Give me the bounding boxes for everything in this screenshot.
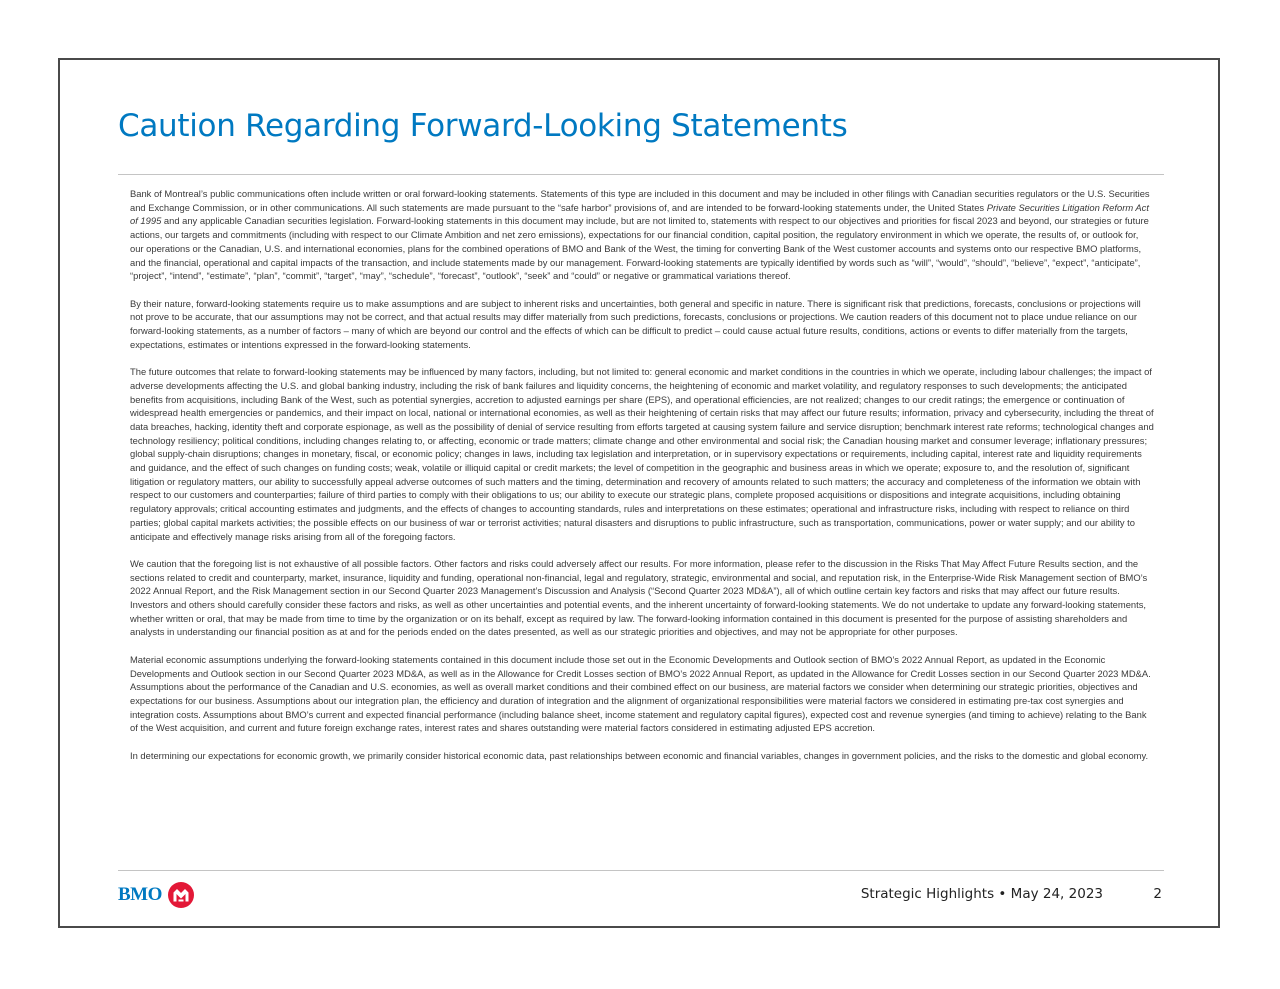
bmo-logo <box>118 880 194 910</box>
paragraph-economic-assumptions: Material economic assumptions underlying the forward-looking statements contained in this document include those set out in the Economic Developments and Outlook section of BMO’s 2022 Annual Report, as updated in the Economic Developments and Outlook section in our Second Quarter 2023 MD&A, as well as in the Allowance for Credit Losses section of BMO’s 2022 Annual Report, as updated in the Allowance for Credit Losses section in our Second Quarter 2023 MD&A. Assumptions about the performance of the Canadian and U.S. economies, as well as overall market conditions and their combined effect on our business, are material factors we consider when determining our strategic priorities, objectives and expectations for our business. Assumptions about our integration plan, the efficiency and duration of integration and the alignment of organizational responsibilities were material factors we considered in estimating pre-tax cost synergies and integration costs. Assumptions about BMO’s current and expected financial performance (including balance sheet, income statement and regulatory capital figures), expected cost and revenue synergies (and timing to achieve) relating to the Bank of the West acquisition, and current and future foreign exchange rates, interest rates and shares outstanding were material factors considered in estimating adjusted EPS accretion. <box>130 653 1151 734</box>
logo-wordmark: BMO <box>118 884 162 905</box>
paragraph-economic-growth: In determining our expectations for economic growth, we primarily consider historical economic data, past relationships between economic and financial variables, changes in government policies, and the risks to the domestic and global economy. <box>130 749 1149 761</box>
paragraph-caution-list: We caution that the foregoing list is not exhaustive of all possible factors. Other factors and risks could adversely affect our results. For more information, please refer to the discussion in the Risks That May Affect Future Results section, and the sections related to credit and counterparty, market, insurance, liquidity and funding, operational non-financial, legal and regulatory, strategic, environmental and social, and reputation risk, in the Enterprise-Wide Risk Management section of BMO’s 2022 Annual Report, and the Risk Management section in our Second Quarter 2023 Management’s Discussion and Analysis (“Second Quarter 2023 MD&A”), all of which outline certain key factors and risks that may affect our future results. Investors and others should carefully consider these factors and risks, as well as other uncertainties and potential events, and the inherent uncertainty of forward-looking statements. We do not undertake to update any forward-looking statements, whether written or oral, that may be made from time to time by the organization or on its behalf, except as required by law. The forward-looking information contained in this document is presented for the purpose of assisting shareholders and analysts in understanding our financial position as at and for the periods ended on the dates presented, as well as our strategic priorities and objectives, and may not be appropriate for other purposes. <box>130 557 1148 638</box>
paragraph-risk-factors: The future outcomes that relate to forward-looking statements may be influenced by many factors, including, but not limited to: general economic and market conditions in the countries in which we operate, including labour challenges; the impact of adverse developments affecting the U.S. and global banking industry, including the risk of bank failures and liquidity concerns, the heightening of economic and market volatility, and regulatory responses to such developments; the anticipated benefits from acquisitions, including Bank of the West, such as potential synergies, accretion to adjusted earnings per share (EPS), and operational efficiencies, are not realized; changes to our credit ratings; the emergence or continuation of widespread health emergencies or pandemics, and their impact on local, national or international economies, as well as their heightening of certain risks that may affect our future results; information, privacy and cybersecurity, including the threat of data breaches, hacking, identity theft and corporate espionage, as well as the possibility of denial of service resulting from efforts targeted at causing system failure and service disruption; benchmark interest rate reforms; technological changes and technology resiliency; political conditions, including changes relating to, or affecting, economic or trade matters; climate change and other environmental and social risk; the Canadian housing market and consumer leverage; inflationary pressures; global supply-chain disruptions; changes in monetary, fiscal, or economic policy; changes in laws, including tax legislation and interpretation, or in supervisory expectations or requirements, including capital, interest rate and liquidity requirements and guidance, and the effect of such changes on funding costs; weak, volatile or illiquid capital or credit markets; the level of competition in the geographic and business areas in which we operate; exposure to, and the resolution of, significant litigation or regulatory matters, our ability to successfully appeal adverse outcomes of such matters and the timing, determination and recovery of amounts related to such matters; the accuracy and completeness of the information we obtain with respect to our customers and counterparties; failure of third parties to comply with their obligations to us; our ability to execute our strategic plans, complete proposed acquisitions or dispositions and integrate acquisitions, including obtaining regulatory approvals; critical accounting estimates and judgments, and the effects of changes to accounting standards, rules and interpretations on these estimates; operational and infrastructure risks, including with respect to reliance on third parties; global capital markets activities; the possible effects on our business of war or terrorist activities; natural disasters and disruptions to public infrastructure, such as transportation, communications, power or water supply; and our ability to anticipate and effectively manage risks arising from all of the foregoing factors. <box>130 366 1154 542</box>
title-divider <box>118 174 1164 175</box>
bmo-roundel-icon <box>168 882 194 908</box>
paragraph-forward-looking-intro <box>130 187 1154 283</box>
paragraph-nature-of-statements: By their nature, forward-looking statements require us to make assumptions and are subject to inherent risks and uncertainties, both general and specific in nature. There is significant risk that predictions, forecasts, conclusions or projections will not prove to be accurate, that our assumptions may not be correct, and that actual results may differ materially from such predictions, forecasts, conclusions or projections. We caution readers of this document not to place undue reliance on our forward-looking statements, as a number of factors – many of which are beyond our control and the effects of which can be difficult to predict – could cause actual future results, conditions, actions or events to differ materially from the targets, expectations, estimates or intentions expressed in the forward-looking statements. <box>130 297 1141 350</box>
paragraph-text: Bank of Montreal’s public communications often include written or oral forward-looking statements. Statements of this type are included in this document and may be included in other filings with Canadian securities regulators or the U.S. Securities and Exchange Commission, or in other communications. All such statements are made pursuant to the “safe harbor” provisions of, and are intended to be forward-looking statements under, the United States <box>130 188 1150 213</box>
paragraph-text: and any applicable Canadian securities legislation. Forward-looking statements in this document may include, but are not limited to, statements with respect to our objectives and priorities for fiscal 2023 and beyond, our strategies or future actions, our targets and commitments (including with respect to our Climate Ambition and net zero emissions), expectations for our financial condition, capital position, the regulatory environment in which we operate, the results of, or outlook for, our operations or the Canadian, U.S. and international economies, plans for the combined operations of BMO and Bank of the West, the timing for converting Bank of the West customer accounts and systems onto our respective BMO platforms, and the financial, operational and capital impacts of the transaction, and include statements made by our management. Forward-looking statements are typically identified by words such as “will”, “would”, “should”, “believe”, “expect”, “anticipate”, “project”, “intend”, “estimate”, “plan”, “commit”, “target”, “may”, “schedule”, “forecast”, “outlook”, “seek” and “could” or negative or grammatical variations thereof. <box>130 215 1149 282</box>
slide <box>58 58 1220 928</box>
footer-divider <box>118 870 1164 871</box>
disclaimer-body <box>130 187 1154 776</box>
act-name-italic: Private Securities Litigation Reform Act of 1995 <box>130 201 1149 227</box>
footer-caption: Strategic Highlights • May 24, 2023 <box>860 886 1103 902</box>
page-number: 2 <box>1153 886 1162 902</box>
page-title: Caution Regarding Forward-Looking Statements <box>118 108 848 144</box>
